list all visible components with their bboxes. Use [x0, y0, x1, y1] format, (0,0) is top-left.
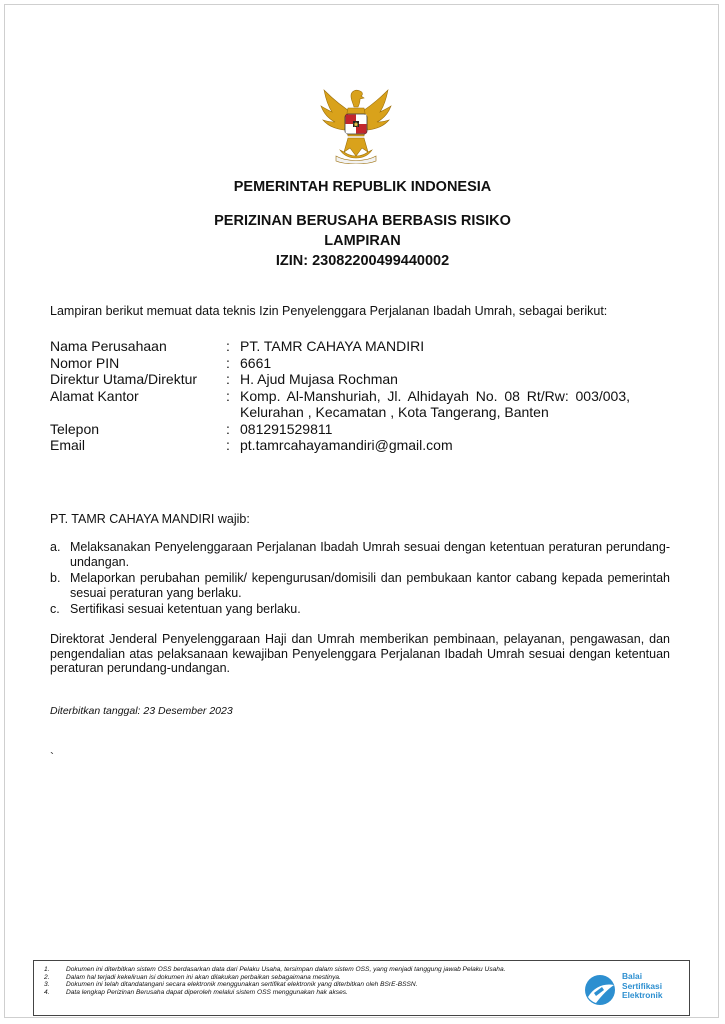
info-label: Nama Perusahaan — [50, 338, 167, 354]
company-info-table — [50, 338, 630, 454]
note-number: 4. — [44, 988, 50, 996]
info-separator: : — [226, 371, 230, 387]
footer-note — [44, 966, 584, 974]
info-value: 6661 — [240, 354, 272, 371]
info-label: Direktur Utama/Direktur — [50, 371, 198, 387]
info-row-pin — [50, 355, 630, 372]
list-marker: c. — [50, 602, 60, 616]
info-separator: : — [226, 387, 230, 404]
bsre-logo — [582, 971, 687, 1011]
info-separator: : — [226, 354, 230, 371]
note-text: Data lengkap Perizinan Berusaha dapat diperoleh melalui sistem OSS menggunakan hak akses. — [66, 988, 348, 996]
info-separator: : — [226, 420, 230, 437]
stray-mark: ` — [50, 750, 54, 764]
info-label: Email — [50, 437, 86, 453]
list-item — [50, 571, 670, 600]
note-number: 2. — [44, 973, 50, 981]
info-value: pt.tamrcahayamandiri@gmail.com — [240, 437, 453, 453]
obligations-list — [50, 540, 670, 619]
note-number: 1. — [44, 966, 50, 973]
footer-note — [44, 974, 584, 982]
bsre-line1: Balai — [622, 971, 643, 981]
info-value: PT. TAMR CAHAYA MANDIRI — [240, 338, 425, 354]
note-text: Dalam hal terjadi kekeliruan isi dokumen ini akan dilakukan perbaikan sebagaimana mestinya. — [66, 973, 341, 981]
info-value: H. Ajud Mujasa Rochman — [240, 371, 398, 387]
info-row-address — [50, 388, 630, 421]
list-item-text: Sertifikasi sesuai ketentuan yang berlaku. — [70, 602, 301, 616]
info-row-company-name — [50, 338, 630, 355]
info-value: Komp. Al-Manshuriah, Jl. Alhidayah No. 08 Rt/Rw: 003/003, Kelurahan , Kecamatan , Kota Tangerang, Banten — [240, 387, 630, 420]
document-title: PERIZINAN BERUSAHA BERBASIS RISIKO — [214, 213, 511, 229]
note-text: Dokumen ini diterbitkan sistem OSS berdasarkan data dari Pelaku Usaha, tersimpan dalam sistem OSS, yang menjadi tanggung jawab Pelaku Usaha. — [66, 966, 506, 973]
permit-number: IZIN: 23082200499440002 — [275, 253, 450, 269]
list-marker: a. — [50, 540, 61, 554]
list-item-text: Melaksanakan Penyelenggaraan Perjalanan Ibadah Umrah sesuai dengan ketentuan peraturan perundang-undangan. — [70, 540, 670, 569]
government-heading: PEMERINTAH REPUBLIK INDONESIA — [233, 179, 492, 195]
list-item — [50, 540, 670, 569]
info-label: Nomor PIN — [50, 354, 120, 371]
bsre-logo-text — [622, 972, 663, 1001]
intro-text: Lampiran berikut memuat data teknis Izin Penyelenggara Perjalanan Ibadah Umrah, sebagai berikut: — [50, 304, 608, 318]
footer-notes — [44, 966, 584, 996]
footer-note — [44, 989, 584, 997]
closing-paragraph: Direktorat Jenderal Penyelenggaraan Haji dan Umrah memberikan pembinaan, pelayanan, pengawasan, dan pengendalian atas pelaksanaan kewajiban Penyelenggara Perjalanan Ibadah Umrah sesuai dengan ketentuan peraturan perundang-undangan. — [50, 632, 670, 675]
document-subtitle: LAMPIRAN — [324, 233, 401, 249]
bsre-mark-icon — [582, 973, 618, 1007]
info-row-email — [50, 437, 630, 454]
info-label: Telepon — [50, 420, 100, 437]
bsre-line3: Elektronik — [622, 990, 663, 1001]
footer-note — [44, 981, 584, 989]
note-number: 3. — [44, 981, 50, 989]
list-item — [50, 602, 670, 617]
footer-notes-box — [33, 960, 690, 1016]
info-separator: : — [226, 338, 230, 354]
garuda-emblem-icon — [318, 86, 394, 164]
issue-date: Diterbitkan tanggal: 23 Desember 2023 — [50, 705, 233, 717]
list-marker: b. — [50, 571, 61, 585]
info-label: Alamat Kantor — [50, 387, 139, 404]
bsre-line2: Sertifikasi — [622, 980, 663, 991]
info-value: 081291529811 — [240, 420, 333, 437]
note-text: Dokumen ini telah ditandatangani secara elektronik menggunakan sertifikat elektronik yang diterbitkan oleh BSrE-BSSN. — [66, 981, 418, 989]
obligations-title: PT. TAMR CAHAYA MANDIRI wajib: — [50, 512, 250, 526]
info-separator: : — [226, 437, 230, 453]
info-row-phone — [50, 421, 630, 438]
list-item-text: Melaporkan perubahan pemilik/ kepengurusan/domisili dan pembukaan kantor cabang kepada pemerintah sesuai peraturan yang berlaku. — [70, 571, 670, 600]
info-row-director — [50, 371, 630, 388]
